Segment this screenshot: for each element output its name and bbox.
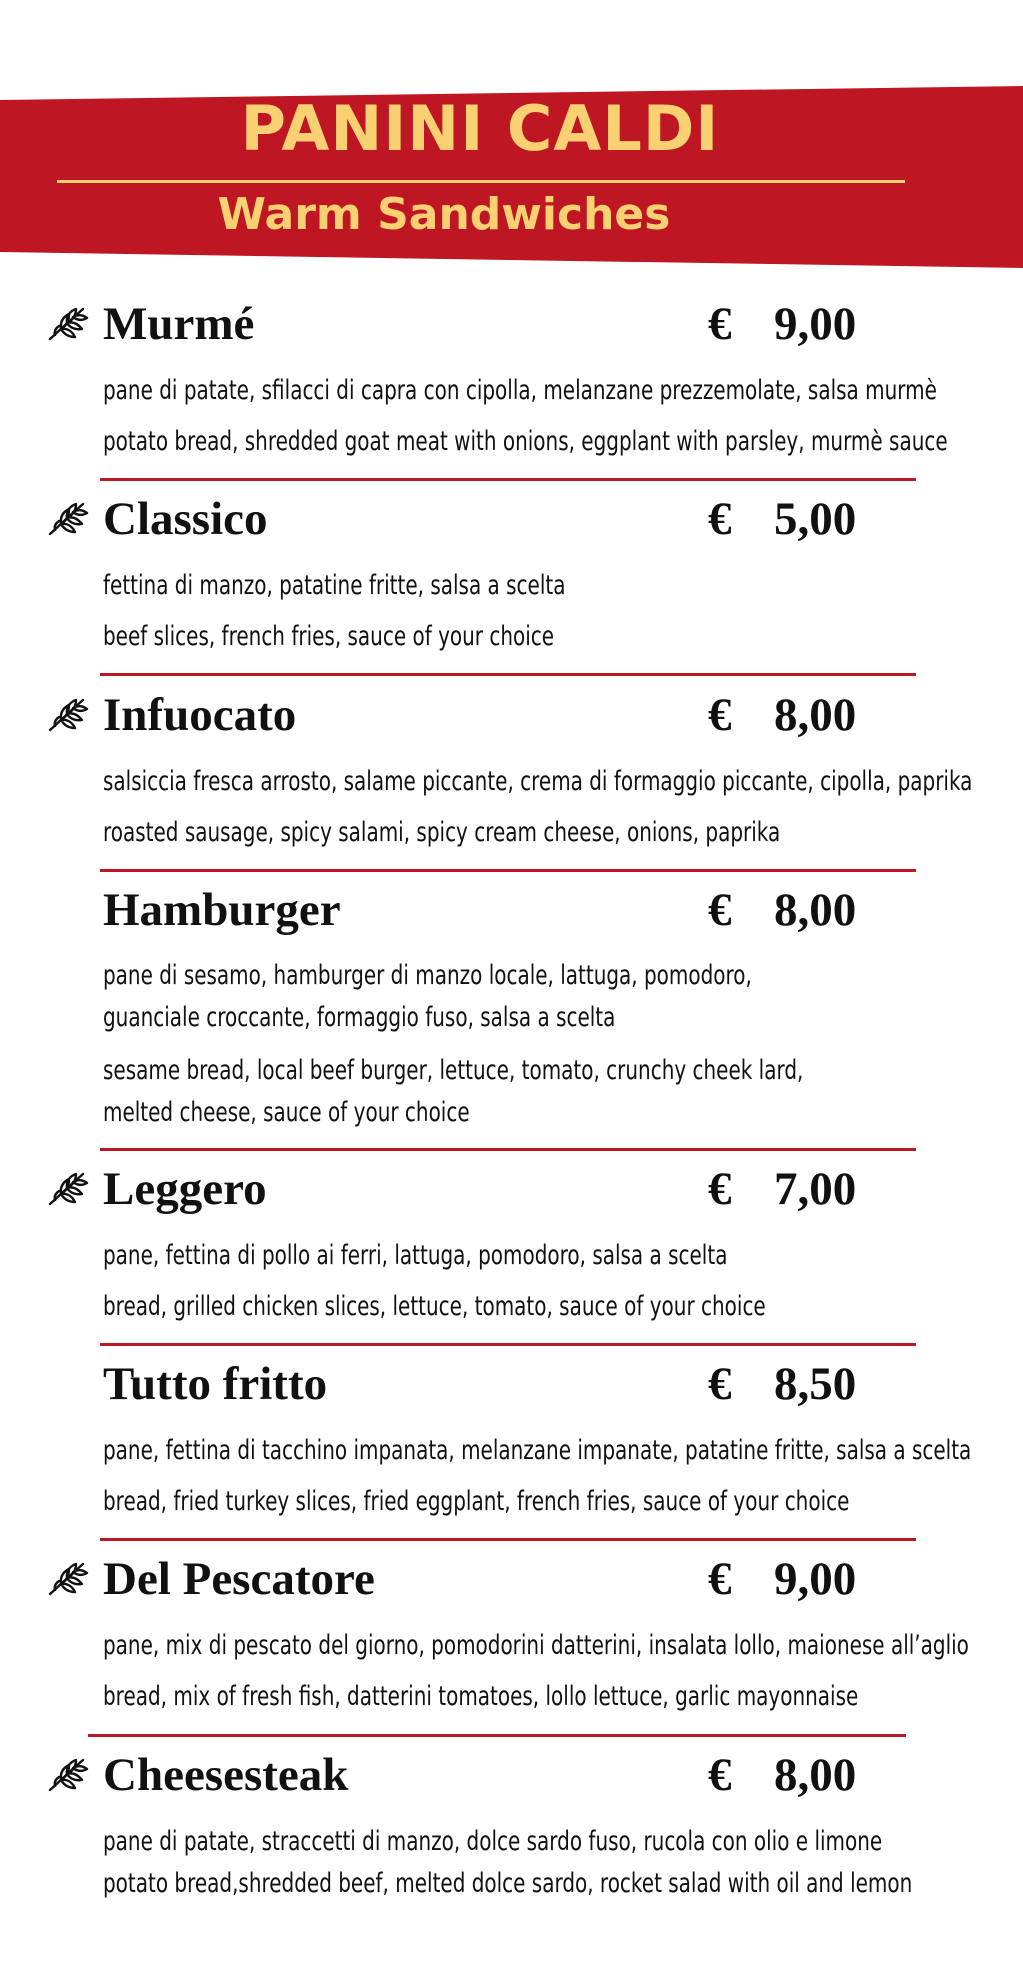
menu-section-subtitle: Warm Sandwiches bbox=[217, 189, 671, 240]
currency-symbol: € bbox=[708, 1749, 732, 1801]
item-price bbox=[708, 1358, 857, 1410]
item-description-line: roasted sausage, spicy salami, spicy cream cheese, onions, paprika bbox=[103, 817, 781, 848]
item-description-line: bread, fried turkey slices, fried eggplant, french fries, sauce of your choice bbox=[103, 1486, 850, 1517]
currency-symbol: € bbox=[708, 493, 732, 545]
item-divider bbox=[88, 1734, 906, 1737]
item-description-line: potato bread,shredded beef, melted dolce sardo, rocket salad with oil and lemon bbox=[103, 1868, 913, 1899]
item-name: Murmé bbox=[103, 298, 255, 350]
item-description-line: bread, mix of fresh fish, datterini tomatoes, lollo lettuce, garlic mayonnaise bbox=[103, 1681, 859, 1712]
item-description-line: bread, grilled chicken slices, lettuce, tomato, sauce of your choice bbox=[103, 1291, 766, 1322]
wheat-leaf-icon bbox=[45, 1166, 91, 1212]
item-name: Cheesesteak bbox=[103, 1749, 349, 1801]
currency-symbol: € bbox=[708, 1163, 732, 1215]
item-price bbox=[708, 1749, 857, 1801]
item-description-line: salsiccia fresca arrosto, salame piccante, crema di formaggio piccante, cipolla, paprika bbox=[103, 766, 973, 797]
item-divider bbox=[100, 1538, 916, 1541]
item-price bbox=[708, 1163, 857, 1215]
item-name: Classico bbox=[103, 493, 268, 545]
item-divider bbox=[100, 1343, 916, 1346]
item-description-line: pane di patate, straccetti di manzo, dolce sardo fuso, rucola con olio e limone bbox=[103, 1826, 883, 1857]
currency-symbol: € bbox=[708, 884, 732, 936]
price-amount: 5,00 bbox=[774, 493, 857, 545]
item-price bbox=[708, 884, 857, 936]
item-price bbox=[708, 1553, 857, 1605]
item-divider bbox=[100, 869, 916, 872]
currency-symbol: € bbox=[708, 689, 732, 741]
item-price bbox=[708, 298, 857, 350]
item-name: Infuocato bbox=[103, 689, 297, 741]
item-name: Hamburger bbox=[103, 884, 341, 936]
price-amount: 7,00 bbox=[774, 1163, 857, 1215]
currency-symbol: € bbox=[708, 1553, 732, 1605]
price-amount: 8,50 bbox=[774, 1358, 857, 1410]
item-name: Tutto fritto bbox=[103, 1358, 328, 1410]
item-description-line: pane, fettina di tacchino impanata, melanzane impanate, patatine fritte, salsa a scelta bbox=[103, 1435, 972, 1466]
item-description-line: melted cheese, sauce of your choice bbox=[103, 1097, 470, 1128]
item-description-line: guanciale croccante, formaggio fuso, salsa a scelta bbox=[103, 1002, 616, 1033]
title-divider bbox=[57, 180, 905, 183]
wheat-leaf-icon bbox=[45, 692, 91, 738]
menu-section-title: PANINI CALDI bbox=[240, 92, 720, 165]
item-description-line: potato bread, shredded goat meat with onions, eggplant with parsley, murmè sauce bbox=[103, 426, 948, 457]
currency-symbol: € bbox=[708, 1358, 732, 1410]
item-description-line: pane, fettina di pollo ai ferri, lattuga, pomodoro, salsa a scelta bbox=[103, 1240, 728, 1271]
item-description-line: sesame bread, local beef burger, lettuce, tomato, crunchy cheek lard, bbox=[103, 1055, 804, 1086]
currency-symbol: € bbox=[708, 298, 732, 350]
item-price bbox=[708, 493, 857, 545]
item-description-line: pane, mix di pescato del giorno, pomodorini datterini, insalata lollo, maionese all’aglio bbox=[103, 1630, 969, 1661]
wheat-leaf-icon bbox=[45, 301, 91, 347]
wheat-leaf-icon bbox=[45, 496, 91, 542]
item-name: Del Pescatore bbox=[103, 1553, 375, 1605]
item-price bbox=[708, 689, 857, 741]
price-amount: 8,00 bbox=[774, 689, 857, 741]
price-amount: 8,00 bbox=[774, 1749, 857, 1801]
item-description-line: fettina di manzo, patatine fritte, salsa a scelta bbox=[103, 570, 566, 601]
price-amount: 8,00 bbox=[774, 884, 857, 936]
price-amount: 9,00 bbox=[774, 298, 857, 350]
wheat-leaf-icon bbox=[45, 1556, 91, 1602]
item-name: Leggero bbox=[103, 1163, 267, 1215]
item-divider bbox=[100, 673, 916, 676]
wheat-leaf-icon bbox=[45, 1752, 91, 1798]
item-description-line: pane di patate, sfilacci di capra con cipolla, melanzane prezzemolate, salsa murmè bbox=[103, 375, 937, 406]
item-divider bbox=[100, 478, 916, 481]
item-description-line: pane di sesamo, hamburger di manzo locale, lattuga, pomodoro, bbox=[103, 960, 752, 991]
item-description-line: beef slices, french fries, sauce of your choice bbox=[103, 621, 555, 652]
price-amount: 9,00 bbox=[774, 1553, 857, 1605]
item-divider bbox=[100, 1148, 916, 1151]
